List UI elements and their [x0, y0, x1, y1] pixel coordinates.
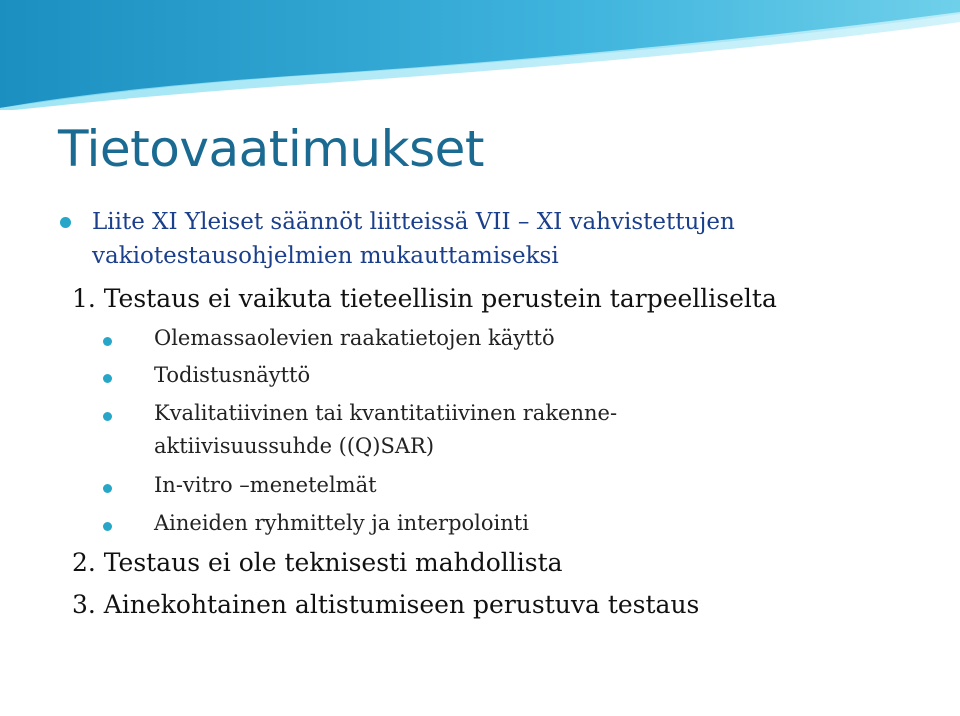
sub-bullet-icon [103, 522, 112, 531]
sub-item-evidence: Todistusnäyttö [154, 363, 311, 387]
sub-item-qsar-line-2: aktiivisuussuhde ((Q)SAR) [154, 434, 435, 458]
sub-item-raw-data: Olemassaolevien raakatietojen käyttö [154, 326, 555, 350]
sub-bullet-icon [103, 337, 112, 346]
numbered-item-1: 1. Testaus ei vaikuta tieteellisin perustein tarpeelliselta [72, 284, 777, 313]
numbered-item-3: 3. Ainekohtainen altistumiseen perustuva testaus [72, 590, 700, 619]
header-wave-decoration [0, 0, 960, 110]
lead-line-2: vakiotestausohjelmien mukauttamiseksi [92, 243, 559, 269]
sub-bullet-icon [103, 374, 112, 383]
numbered-item-2: 2. Testaus ei ole teknisesti mahdollista [72, 548, 563, 577]
slide-title: Tietovaatimukset [58, 120, 484, 178]
sub-item-grouping: Aineiden ryhmittely ja interpolointi [154, 511, 529, 535]
sub-bullet-icon [103, 412, 112, 421]
sub-item-qsar-line-1: Kvalitatiivinen tai kvantitatiivinen rakenne- [154, 401, 618, 425]
lead-paragraph [92, 205, 735, 273]
sub-bullet-icon [103, 484, 112, 493]
lead-bullet-icon [60, 217, 71, 228]
lead-line-1: Liite XI Yleiset säännöt liitteissä VII – XI vahvistettujen [92, 209, 735, 235]
sub-item-in-vitro: In-vitro –menetelmät [154, 473, 377, 497]
